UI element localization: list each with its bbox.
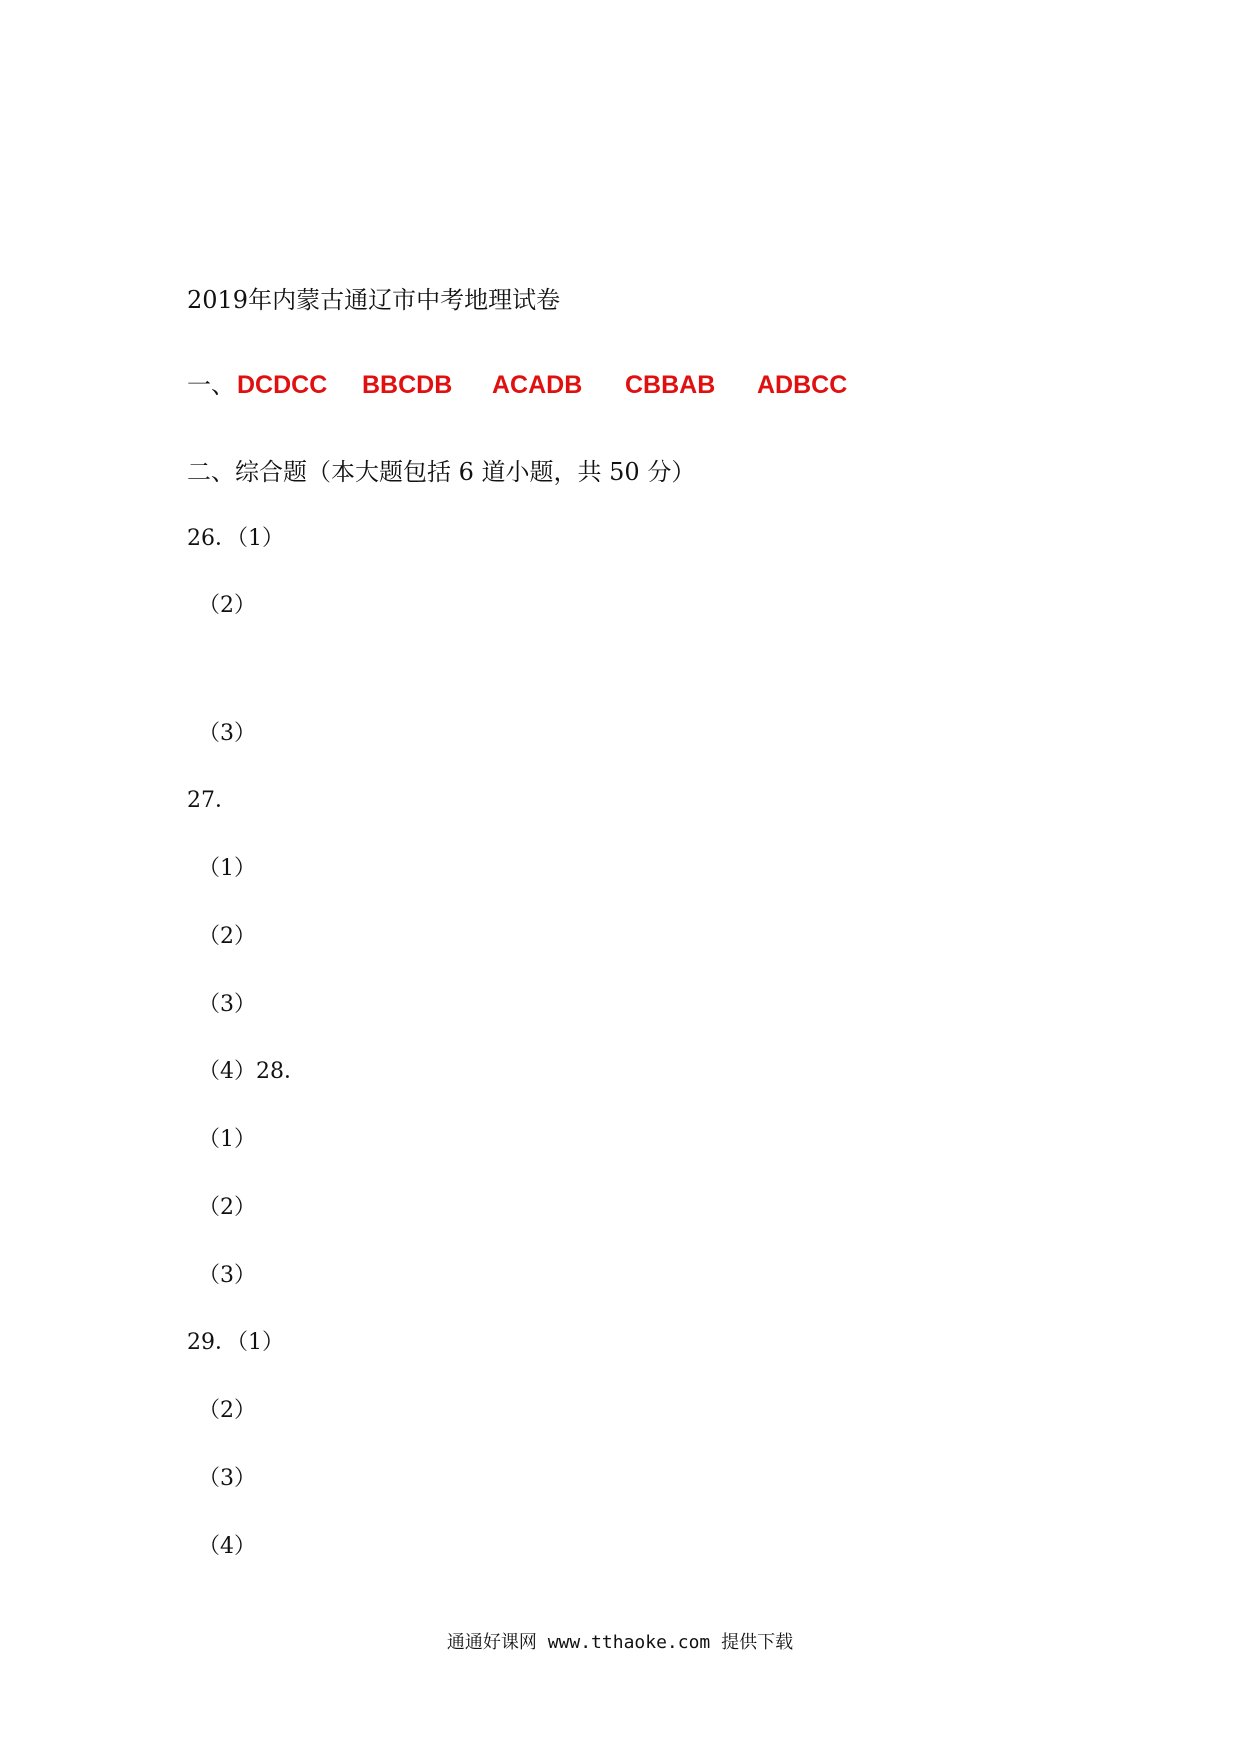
question-29-part3: （3） xyxy=(198,1466,256,1491)
answer-group: CBBAB xyxy=(625,371,716,399)
question-29-part4: （4） xyxy=(198,1534,256,1559)
question-28-part2: （2） xyxy=(198,1195,256,1220)
question-26-part3: （3） xyxy=(198,721,256,746)
question-28-part3: （3） xyxy=(198,1263,256,1288)
question-29-part2: （2） xyxy=(198,1398,256,1423)
question-27: 27． xyxy=(187,788,237,813)
section1-prefix: 一、 xyxy=(187,371,235,399)
question-27-part3: （3） xyxy=(198,992,256,1017)
section1-answers xyxy=(187,370,848,400)
document-title: 2019年内蒙古通辽市中考地理试卷 xyxy=(187,286,561,314)
section2-heading: 二、综合题（本大题包括 6 道小题，共 50 分） xyxy=(187,458,696,486)
question-26-part2: （2） xyxy=(198,593,256,618)
question-27-part1: （1） xyxy=(198,856,256,881)
answer-group: BBCDB xyxy=(362,371,453,399)
question-27-part2: （2） xyxy=(198,924,256,949)
question-26-part1: 26．（1） xyxy=(187,526,284,551)
answer-group: DCDCC xyxy=(237,371,328,399)
page-footer: 通通好课网 www.tthaoke.com 提供下载 xyxy=(446,1632,794,1653)
answer-group: ADBCC xyxy=(757,371,848,399)
question-29-part1: 29．（1） xyxy=(187,1330,284,1355)
question-27-part4-q28: （4）28． xyxy=(198,1059,306,1084)
question-28-part1: （1） xyxy=(198,1127,256,1152)
answer-group: ACADB xyxy=(492,371,583,399)
